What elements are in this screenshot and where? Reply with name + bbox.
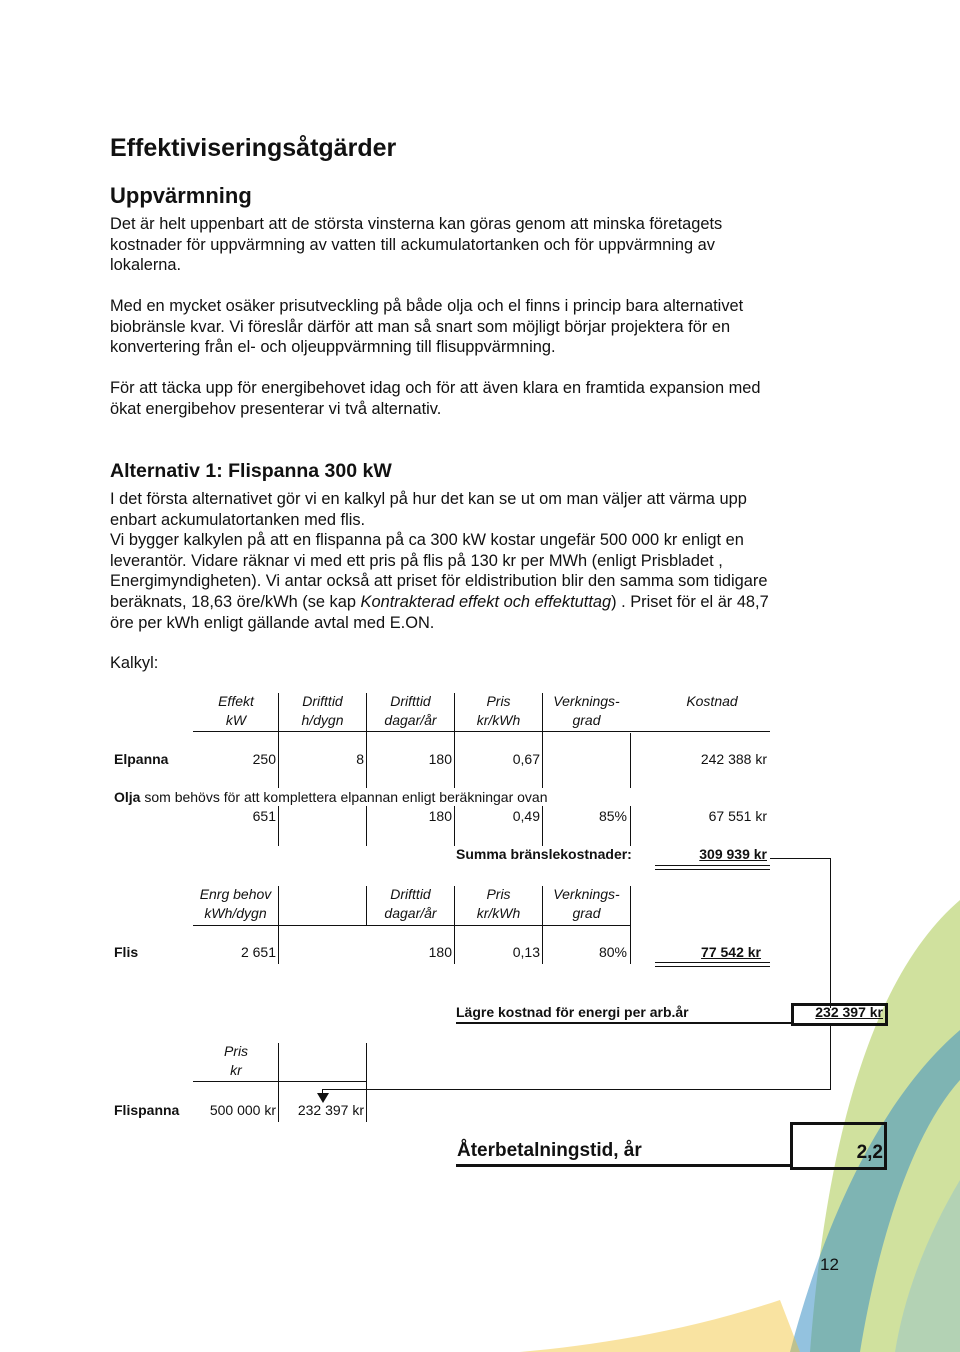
kalkyl-label: Kalkyl: xyxy=(110,654,159,672)
aterbetalning-value: 2,2 xyxy=(856,1142,883,1163)
text-line: öre per kWh enligt gällande avtal med E.ON. xyxy=(110,613,435,632)
column-divider xyxy=(366,886,367,926)
header-kostnad: Kostnad xyxy=(686,693,738,709)
header-text: Pris xyxy=(223,1043,249,1059)
header-verkningsgrad xyxy=(543,692,630,730)
header-underline-2 xyxy=(193,925,630,926)
cell-olja-effekt: 651 xyxy=(252,808,276,824)
aterbetalning-label: Återbetalningstid, år xyxy=(457,1140,642,1161)
header-text: Verknings- xyxy=(553,886,620,902)
column-divider xyxy=(454,806,455,846)
header-unit: kr/kWh xyxy=(476,712,521,728)
header-verkningsgrad-2 xyxy=(543,885,630,923)
header-text: Pris xyxy=(486,886,511,902)
header-energibehov xyxy=(193,885,278,923)
header-text: Verknings- xyxy=(553,693,620,709)
header-unit: kr xyxy=(230,1062,242,1078)
text-line: För att täcka upp för energibehovet idag och för att även klara en framtida expansion med xyxy=(110,379,761,397)
lagre-kostnad-value: 232 397 kr xyxy=(815,1004,883,1020)
header-drifttid-h xyxy=(280,692,365,730)
cell-elpanna-d: 180 xyxy=(428,751,452,767)
lagre-kostnad-underline xyxy=(456,1022,792,1024)
connector-line-summa-h xyxy=(770,858,831,859)
text-line: Vi bygger kalkylen på att en flispanna på ca 300 kW kostar ungefär 500 000 kr enligt en xyxy=(110,531,744,550)
text-line: Det är helt uppenbart att de största vinsterna kan göras genom att minska företagets xyxy=(110,215,723,233)
cell-elpanna-pris: 0,67 xyxy=(512,751,540,767)
header-pris-3 xyxy=(196,1042,276,1080)
aterbetalning-underline xyxy=(456,1164,792,1167)
column-divider xyxy=(630,733,631,788)
header-unit: grad xyxy=(572,905,601,921)
header-effekt xyxy=(196,692,276,730)
section-title-uppvarmning: Uppvärmning xyxy=(110,183,252,208)
column-divider xyxy=(278,1043,279,1122)
connector-line-summa xyxy=(830,858,831,1008)
cell-olja-pris: 0,49 xyxy=(512,808,540,824)
header-pris-2 xyxy=(456,885,541,923)
text-line: I det första alternativet gör vi en kalkyl på hur det kan se ut om man väljer att värma upp xyxy=(110,490,747,508)
header-unit: h/dygn xyxy=(301,712,344,728)
text-line: lokalerna. xyxy=(110,256,182,275)
header-text: Drifttid xyxy=(302,693,343,709)
header-text: Effekt xyxy=(218,693,254,709)
column-divider xyxy=(542,886,543,964)
header-text: Drifttid xyxy=(390,886,431,902)
row-label-flis: Flis xyxy=(114,944,139,960)
column-divider xyxy=(366,693,367,788)
cell-elpanna-effekt: 250 xyxy=(252,751,276,767)
column-divider xyxy=(542,693,543,788)
header-underline xyxy=(193,731,770,732)
cell-olja-verk: 85% xyxy=(598,808,627,824)
cell-flis-kostnad: 77 542 kr xyxy=(701,944,761,960)
text-span: beräknats, 18,63 öre/kWh (se kap xyxy=(110,592,361,611)
text-line: kostnader för uppvärmning av vatten till ackumulatortanken och för uppvärmning av xyxy=(110,235,715,254)
cell-flis-pris: 0,13 xyxy=(512,944,540,960)
text-line: enbart ackumulatortanken med flis. xyxy=(110,510,366,529)
cell-elpanna-kostnad: 242 388 kr xyxy=(700,751,767,767)
header-unit: kWh/dygn xyxy=(204,905,267,921)
row-label-olja-bold: Olja xyxy=(114,789,141,805)
text-line: Energimyndigheten). Vi antar också att priset för eldistribution blir den samma som tidigare xyxy=(110,572,768,591)
header-text: Pris xyxy=(486,693,511,709)
summa-label: Summa bränslekostnader: xyxy=(456,846,632,862)
header-underline-3 xyxy=(193,1081,366,1082)
connector-line-lagre xyxy=(830,1026,831,1090)
column-divider xyxy=(630,886,631,964)
page-number: 12 xyxy=(820,1255,839,1274)
cell-flis-verk: 80% xyxy=(598,944,627,960)
column-divider xyxy=(278,806,279,846)
text-line: Med en mycket osäker prisutveckling på både olja och el finns i princip bara alternativet xyxy=(110,297,744,315)
header-unit: kr/kWh xyxy=(476,905,521,921)
header-text: Drifttid xyxy=(390,693,431,709)
header-drifttid-d xyxy=(368,692,453,730)
column-divider xyxy=(454,693,455,788)
row-label-flispanna: Flispanna xyxy=(114,1102,180,1118)
cell-elpanna-h: 8 xyxy=(356,751,364,767)
header-drifttid-d-2 xyxy=(368,885,453,923)
header-text: Enrg behov xyxy=(199,886,272,902)
text-line: ökat energibehov presenterar vi två alternativ. xyxy=(110,399,442,418)
column-divider xyxy=(542,806,543,846)
text-span: ) . Priset för el är 48,7 xyxy=(611,592,769,611)
row-label-olja xyxy=(114,788,548,807)
header-unit: dagar/år xyxy=(384,712,437,728)
connector-line-lagre-h xyxy=(322,1089,831,1090)
cell-flis-behov: 2 651 xyxy=(240,944,276,960)
header-unit: grad xyxy=(572,712,601,728)
chapter-reference: Kontrakterad effekt och effektuttag xyxy=(360,592,612,611)
summa-double-underline xyxy=(655,865,770,870)
cell-olja-d: 180 xyxy=(428,808,452,824)
page-heading: Effektiviseringsåtgärder xyxy=(110,134,397,162)
cell-flis-d: 180 xyxy=(428,944,452,960)
column-divider xyxy=(366,1043,367,1122)
cell-flispanna-besparing: 232 397 kr xyxy=(297,1102,364,1118)
text-line: leverantör. Vidare räknar vi med ett pris på flis på 130 kr per MWh (enligt Prisbladet , xyxy=(110,551,723,570)
column-divider xyxy=(366,806,367,846)
row-label-elpanna: Elpanna xyxy=(114,751,169,767)
row-label-olja-text: som behövs för att komplettera elpannan enligt beräkningar ovan xyxy=(140,789,548,805)
lagre-kostnad-label: Lägre kostnad för energi per arb.år xyxy=(456,1004,689,1020)
column-divider xyxy=(278,693,279,788)
summa-value: 309 939 kr xyxy=(699,846,767,862)
column-divider xyxy=(630,806,631,846)
text-line: biobränsle kvar. Vi föreslår därför att man så snart som möjligt börjar projektera för en xyxy=(110,317,731,336)
header-pris xyxy=(456,692,541,730)
header-unit: dagar/år xyxy=(384,905,437,921)
text-line: konvertering från el- och oljeuppvärmning till flisuppvärmning. xyxy=(110,338,556,357)
cell-olja-kostnad: 67 551 kr xyxy=(708,808,767,824)
cell-flispanna-pris: 500 000 kr xyxy=(209,1102,276,1118)
column-divider xyxy=(454,886,455,964)
header-unit: kW xyxy=(225,712,247,728)
flis-double-underline xyxy=(655,962,770,967)
column-divider xyxy=(278,886,279,964)
section-title-alternativ-1: Alternativ 1: Flispanna 300 kW xyxy=(110,460,392,482)
